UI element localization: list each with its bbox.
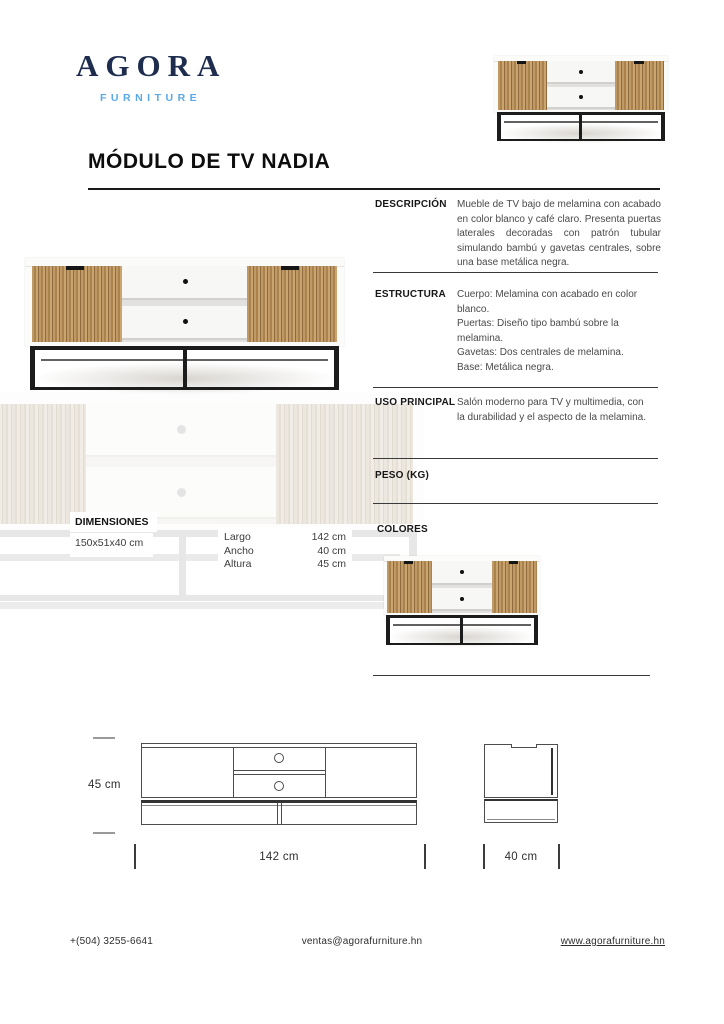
side-view-outline — [484, 744, 558, 798]
metal-base-frame — [386, 615, 537, 645]
estructura-line: Gavetas: Dos centrales de melamina. — [457, 347, 624, 358]
product-photo-top — [494, 56, 668, 144]
front-view-shelf-line — [234, 774, 325, 775]
door-handle — [404, 561, 413, 564]
right-bamboo-door — [247, 266, 337, 342]
drawer-knob — [579, 70, 583, 74]
section-divider — [373, 458, 658, 459]
drawer-knob — [183, 279, 188, 284]
footer-website-link[interactable]: www.agorafurniture.hn — [560, 936, 665, 947]
dim-row-value: 40 cm — [317, 544, 346, 557]
product-photo-main — [25, 258, 344, 395]
front-view-door-line — [233, 748, 234, 798]
door-handle — [517, 61, 527, 64]
side-view-base-line — [487, 819, 555, 820]
section-label-uso-principal: USO PRINCIPAL — [375, 397, 456, 408]
front-view-base-line — [142, 805, 416, 806]
center-drawer-section — [432, 561, 493, 612]
dim-row-label: Ancho — [224, 544, 254, 557]
front-view-knob — [274, 781, 284, 791]
product-photo-colores — [384, 556, 540, 648]
door-handle — [509, 561, 518, 564]
left-bamboo-door — [498, 61, 547, 110]
dim-row-label: Largo — [224, 531, 251, 543]
cabinet-body — [384, 556, 540, 615]
estructura-line: Base: Metálica negra. — [457, 361, 554, 373]
center-drawer-section — [86, 404, 276, 524]
base-center-post — [183, 350, 187, 387]
cabinet-body — [494, 56, 668, 112]
product-photo-watermark — [0, 392, 424, 607]
section-label-descripcion: DESCRIPCIÓN — [375, 199, 447, 210]
bottom-drawer — [432, 588, 493, 612]
drawer-knob — [183, 319, 188, 324]
page-title: MÓDULO DE TV NADIA — [88, 150, 331, 173]
drawer-knob — [177, 425, 186, 434]
front-view-shelf-line — [234, 770, 325, 771]
front-view-door-line — [325, 748, 326, 798]
top-drawer — [86, 404, 276, 456]
base-center-post — [179, 537, 186, 595]
footer-email: ventas@agorafurniture.hn — [301, 936, 423, 947]
estructura-line: Puertas: Diseño tipo bambú sobre la melamina. — [457, 318, 619, 344]
right-bamboo-door — [276, 404, 414, 524]
door-handle — [66, 266, 84, 270]
footer-phone: +(504) 3255-6641 — [70, 936, 153, 947]
left-bamboo-door — [0, 404, 86, 524]
metal-base-frame — [30, 346, 339, 390]
section-text-uso-principal: Salón moderno para TV y multimedia, con la durabilidad y el aspecto de la melamina. — [457, 397, 646, 423]
dim-tick — [93, 832, 115, 834]
cabinet-body — [0, 392, 424, 530]
front-view-topline — [142, 747, 416, 748]
side-view-base — [484, 799, 558, 823]
height-dimension-label: 45 cm — [88, 779, 121, 791]
center-drawer-section — [122, 266, 246, 342]
table-row — [224, 531, 346, 545]
section-label-colores: COLORES — [377, 524, 428, 535]
left-bamboo-door — [32, 266, 122, 342]
dim-row-label: Altura — [224, 558, 252, 570]
base-center-post — [579, 115, 582, 139]
center-drawer-section — [547, 61, 615, 110]
front-view-base-post — [277, 803, 278, 824]
depth-dimension-label: 40 cm — [504, 851, 538, 863]
right-bamboo-door — [492, 561, 536, 612]
title-divider — [88, 188, 660, 190]
side-view-door-line — [551, 748, 553, 795]
left-bamboo-door — [387, 561, 431, 612]
section-label-estructura: ESTRUCTURA — [375, 289, 446, 300]
bottom-drawer — [547, 87, 615, 110]
right-bamboo-door — [615, 61, 664, 110]
door-handle — [634, 61, 644, 64]
top-drawer — [547, 61, 615, 84]
dim-row-value: 142 cm — [311, 531, 346, 543]
door-handle — [281, 266, 299, 270]
section-divider — [373, 503, 658, 504]
dim-tick — [93, 737, 115, 739]
dim-tick — [424, 844, 426, 869]
dimensiones-summary: 150x51x40 cm — [70, 533, 153, 557]
section-text-descripcion: Mueble de TV bajo de melamina con acabado en color blanco y café claro. Presenta puertas laterales decoradas con patrón tubular simulando bambú y gavetas centrales, sobre una base metálica negra. — [457, 199, 661, 268]
front-view-base — [141, 800, 417, 825]
section-text-estructura — [457, 288, 653, 375]
drawer-knob — [177, 488, 186, 497]
section-divider — [373, 675, 650, 676]
front-view-base-post — [281, 803, 282, 824]
table-row — [224, 558, 346, 572]
metal-base-frame — [0, 530, 417, 601]
width-dimension-label: 142 cm — [259, 851, 299, 863]
dimensiones-label: DIMENSIONES — [70, 512, 157, 532]
table-row — [224, 545, 346, 559]
drawer-knob — [460, 597, 464, 601]
top-drawer — [122, 266, 246, 300]
section-label-peso: PESO (KG) — [375, 470, 430, 481]
bottom-drawer — [122, 306, 246, 340]
front-view-knob — [274, 753, 284, 763]
estructura-line: Cuerpo: Melamina con acabado en color blanco. — [457, 289, 638, 315]
drawer-knob — [579, 95, 583, 99]
metal-base-frame — [497, 112, 666, 141]
brand-tagline: FURNITURE — [100, 92, 202, 104]
dimensiones-table — [218, 527, 352, 578]
section-divider — [373, 387, 658, 388]
base-center-post — [460, 618, 463, 643]
dim-row-value: 45 cm — [317, 558, 346, 570]
section-divider — [373, 272, 658, 273]
cabinet-body — [25, 258, 344, 346]
drawer-knob — [460, 570, 464, 574]
top-drawer — [432, 561, 493, 585]
brand-logo: AGORA — [76, 48, 227, 83]
side-view-handle-notch — [511, 744, 537, 748]
